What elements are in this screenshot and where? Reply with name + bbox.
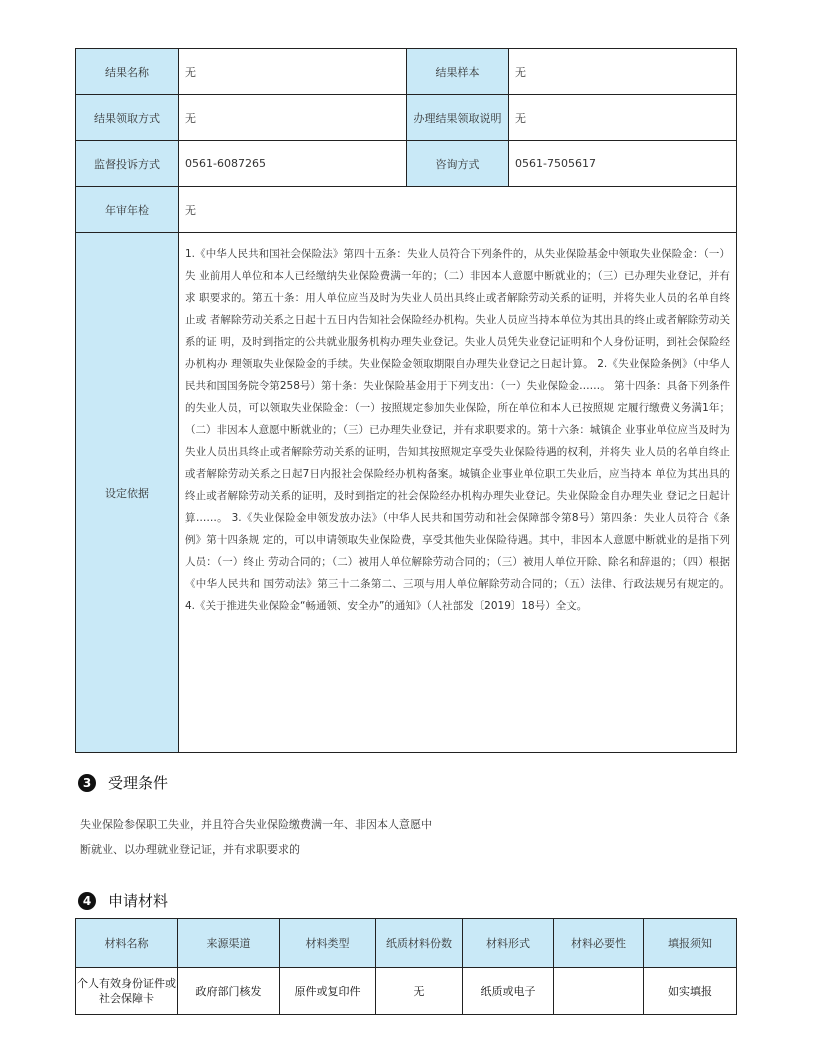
acceptance-conditions-line-2: 断就业、以办理就业登记证，并有求职要求的 xyxy=(80,843,300,856)
result-pickup-note-value: 无 xyxy=(509,95,737,141)
section-4-heading xyxy=(78,890,168,911)
basis-text: 1.《中华人民共和国社会保险法》第四十五条：失业人员符合下列条件的，从失业保险基金中领取失业保险金：（一）失 业前用人单位和本人已经缴纳失业保险费满一年的；（二）非因本人意愿中断就业的；（三）已办理失业登记，并有求 职要求的。第五十条：用人单位应当及时为失业人员出具终止或者解除劳动关系的证明，并将失业人员的名单自终止或 者解除劳动关系之日起十五日内告知社会保险经办机构。失业人员应当持本单位为其出具的终止或者解除劳动关系的证 明，及时到指定的公共就业服务机构办理失业登记。失业人员凭失业登记证明和个人身份证明，到社会保险经办机构办 理领取失业保险金的手续。失业保险金领取期限自办理失业登记之日起计算。 2.《失业保险条例》（中华人民共和国国务院令第258号）第十条：失业保险基金用于下列支出：（一）失业保险金……。 第十四条：具备下列条件的失业人员，可以领取失业保险金：（一）按照规定参加失业保险，所在单位和本人已按照规 定履行缴费义务满1年；（二）非因本人意愿中断就业的；（三）已办理失业登记，并有求职要求的。第十六条：城镇企 业事业单位应当及时为失业人员出具终止或者解除劳动关系的证明，告知其按照规定享受失业保险待遇的权利，并将失 业人员的名单自终止或者解除劳动关系之日起7日内报社会保险经办机构备案。城镇企业事业单位职工失业后，应当持本 单位为其出具的终止或者解除劳动关系的证明，及时到指定的社会保险经办机构办理失业登记。失业保险金自办理失业 登记之日起计算……。 3.《失业保险金申领发放办法》（中华人民共和国劳动和社会保障部令第8号）第四条：失业人员符合《条例》第十四条规 定的，可以申请领取失业保险费，享受其他失业保险待遇。其中，非因本人意愿中断就业的是指下列人员：（一）终止 劳动合同的；（二）被用人单位解除劳动合同的；（三）被用人单位开除、除名和辞退的；（四）根据《中华人民共和 国劳动法》第三十二条第二、三项与用人单位解除劳动合同的；（五）法律、行政法规另有规定的。 4.《关于推进失业保险金“畅通领、安全办”的通知》（人社部发〔2019〕18号）全文。 xyxy=(179,233,737,753)
basis-label: 设定依据 xyxy=(76,233,179,753)
table-header-row xyxy=(76,919,737,968)
section-title: 申请材料 xyxy=(108,892,169,910)
consult-method-label: 咨询方式 xyxy=(407,141,509,187)
material-type-cell: 原件或复印件 xyxy=(280,968,376,1015)
complaint-phone-value: 0561-6087265 xyxy=(179,141,407,187)
column-header: 纸质材料份数 xyxy=(376,919,463,968)
section-3-heading xyxy=(78,772,168,793)
material-source-cell: 政府部门核发 xyxy=(178,968,280,1015)
acceptance-conditions-line-1: 失业保险参保职工失业，并且符合失业保险缴费满一年、非因本人意愿中 xyxy=(80,818,432,831)
fill-notes-cell: 如实填报 xyxy=(644,968,737,1015)
column-header: 来源渠道 xyxy=(178,919,280,968)
complaint-method-label: 监督投诉方式 xyxy=(76,141,179,187)
info-table xyxy=(75,48,737,753)
result-pickup-method-label: 结果领取方式 xyxy=(76,95,179,141)
section-number-badge: 3 xyxy=(78,774,96,792)
table-row xyxy=(76,95,737,141)
table-row xyxy=(76,141,737,187)
column-header: 材料形式 xyxy=(463,919,554,968)
column-header: 材料类型 xyxy=(280,919,376,968)
table-row xyxy=(76,233,737,753)
table-row xyxy=(76,187,737,233)
consult-phone-value: 0561-7505617 xyxy=(509,141,737,187)
material-necessity-cell xyxy=(554,968,644,1015)
column-header: 填报须知 xyxy=(644,919,737,968)
annual-check-label: 年审年检 xyxy=(76,187,179,233)
material-name-cell: 个人有效身份证件或社会保障卡 xyxy=(76,968,178,1015)
result-name-value: 无 xyxy=(179,49,407,95)
result-pickup-method-value: 无 xyxy=(179,95,407,141)
result-pickup-note-label: 办理结果领取说明 xyxy=(407,95,509,141)
column-header: 材料名称 xyxy=(76,919,178,968)
result-sample-label: 结果样本 xyxy=(407,49,509,95)
result-name-label: 结果名称 xyxy=(76,49,179,95)
section-title: 受理条件 xyxy=(108,774,169,792)
table-row xyxy=(76,49,737,95)
result-sample-value: 无 xyxy=(509,49,737,95)
column-header: 材料必要性 xyxy=(554,919,644,968)
section-number-badge: 4 xyxy=(78,892,96,910)
materials-table xyxy=(75,918,737,1015)
table-row xyxy=(76,968,737,1015)
material-form-cell: 纸质或电子 xyxy=(463,968,554,1015)
annual-check-value: 无 xyxy=(179,187,737,233)
paper-copies-cell: 无 xyxy=(376,968,463,1015)
